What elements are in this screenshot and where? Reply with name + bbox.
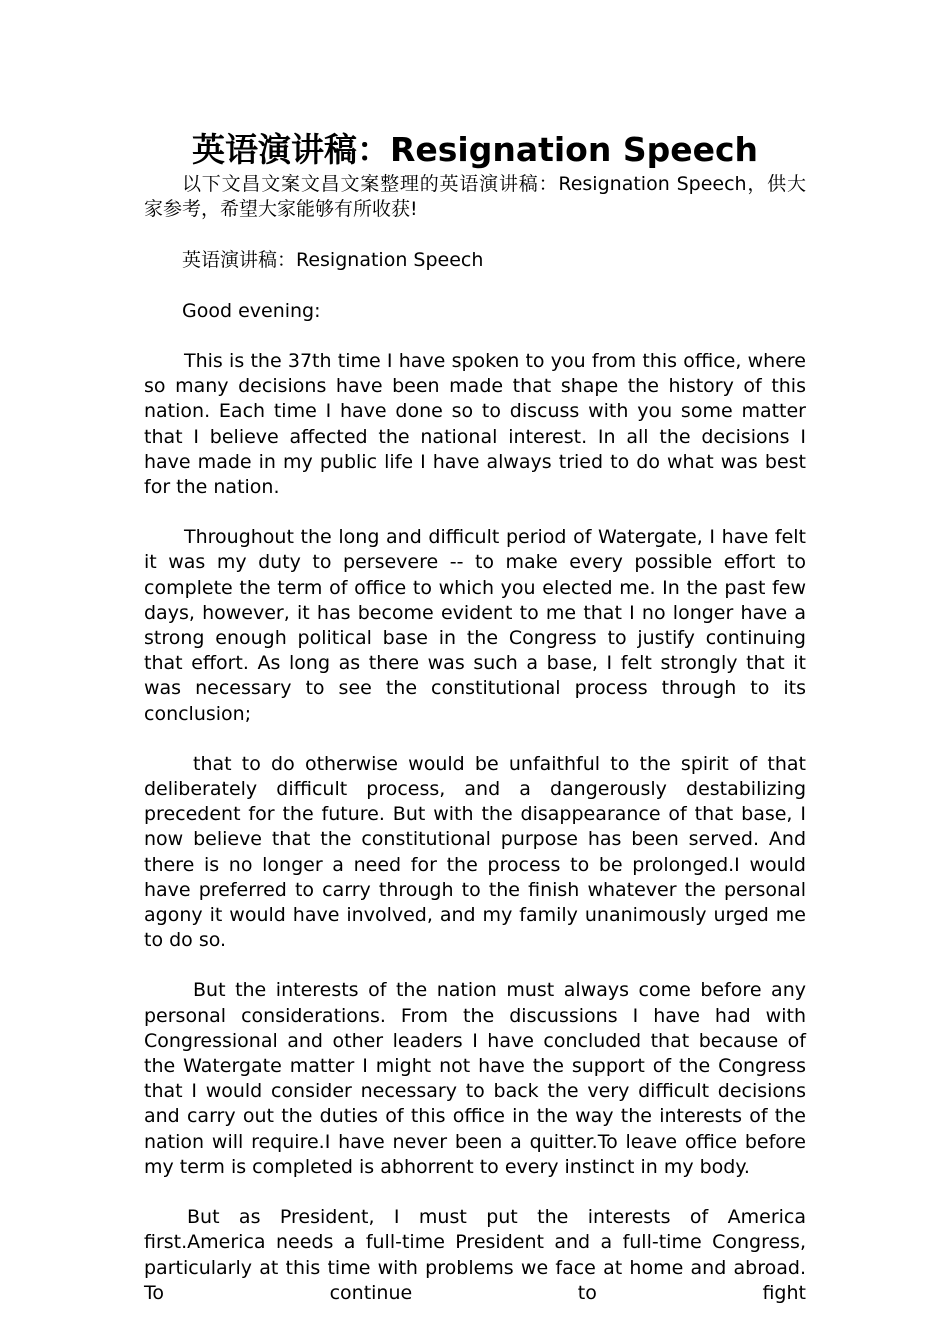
greeting-line: Good evening: bbox=[182, 300, 321, 322]
intro-paragraph: 以下文昌文案文昌文案整理的英语演讲稿：Resignation Speech，供大家参考，希望大家能够有所收获! bbox=[144, 173, 806, 220]
body-paragraph: Throughout the long and difficult period of Watergate, I have felt it was my duty to persevere -- to make every possible effort to complete the term of office to which you elected me. In the past few days, however, it has become evident to me that I no longer have a strong enough political base in the Congress to justify continuing that effort. As long as there was such a base, I felt strongly that it was necessary to see the constitutional process through to its conclusion; bbox=[144, 526, 806, 725]
body-paragraph: But as President, I must put the interests of America first.America needs a full-time President and a full-time Congress, particularly at this time with problems we face at home and abroad. To continue to fight bbox=[144, 1206, 806, 1304]
body-paragraph: that to do otherwise would be unfaithful to the spirit of that deliberately difficult process, and a dangerously destabilizing precedent for the future. But with the disappearance of that base, I now believe that the constitutional purpose has been served. And there is no longer a need for the process to be prolonged.I would have preferred to carry through to the finish whatever the personal agony it would have involved, and my family unanimously urged me to do so. bbox=[144, 752, 806, 952]
body-paragraph: But the interests of the nation must always come before any personal considerations. From the discussions I have had with Congressional and other leaders I have concluded that because of the Watergate matter I might not have the support of the Congress that I would consider necessary to back the very difficult decisions and carry out the duties of this office in the way the interests of the nation will require.I have never been a quitter.To leave office before my term is completed is abhorrent to every instinct in my body. bbox=[144, 979, 806, 1178]
document-page bbox=[144, 128, 806, 1306]
document-title: 英语演讲稿：Resignation Speech bbox=[191, 130, 759, 169]
speech-subtitle: 英语演讲稿：Resignation Speech bbox=[182, 249, 484, 271]
body-paragraph: This is the 37th time I have spoken to you from this office, where so many decisions have been made that shape the history of this nation. Each time I have done so to discuss with you some matter that I believe affected the national interest. In all the decisions I have made in my public life I have always tried to do what was best for the nation. bbox=[144, 350, 806, 499]
